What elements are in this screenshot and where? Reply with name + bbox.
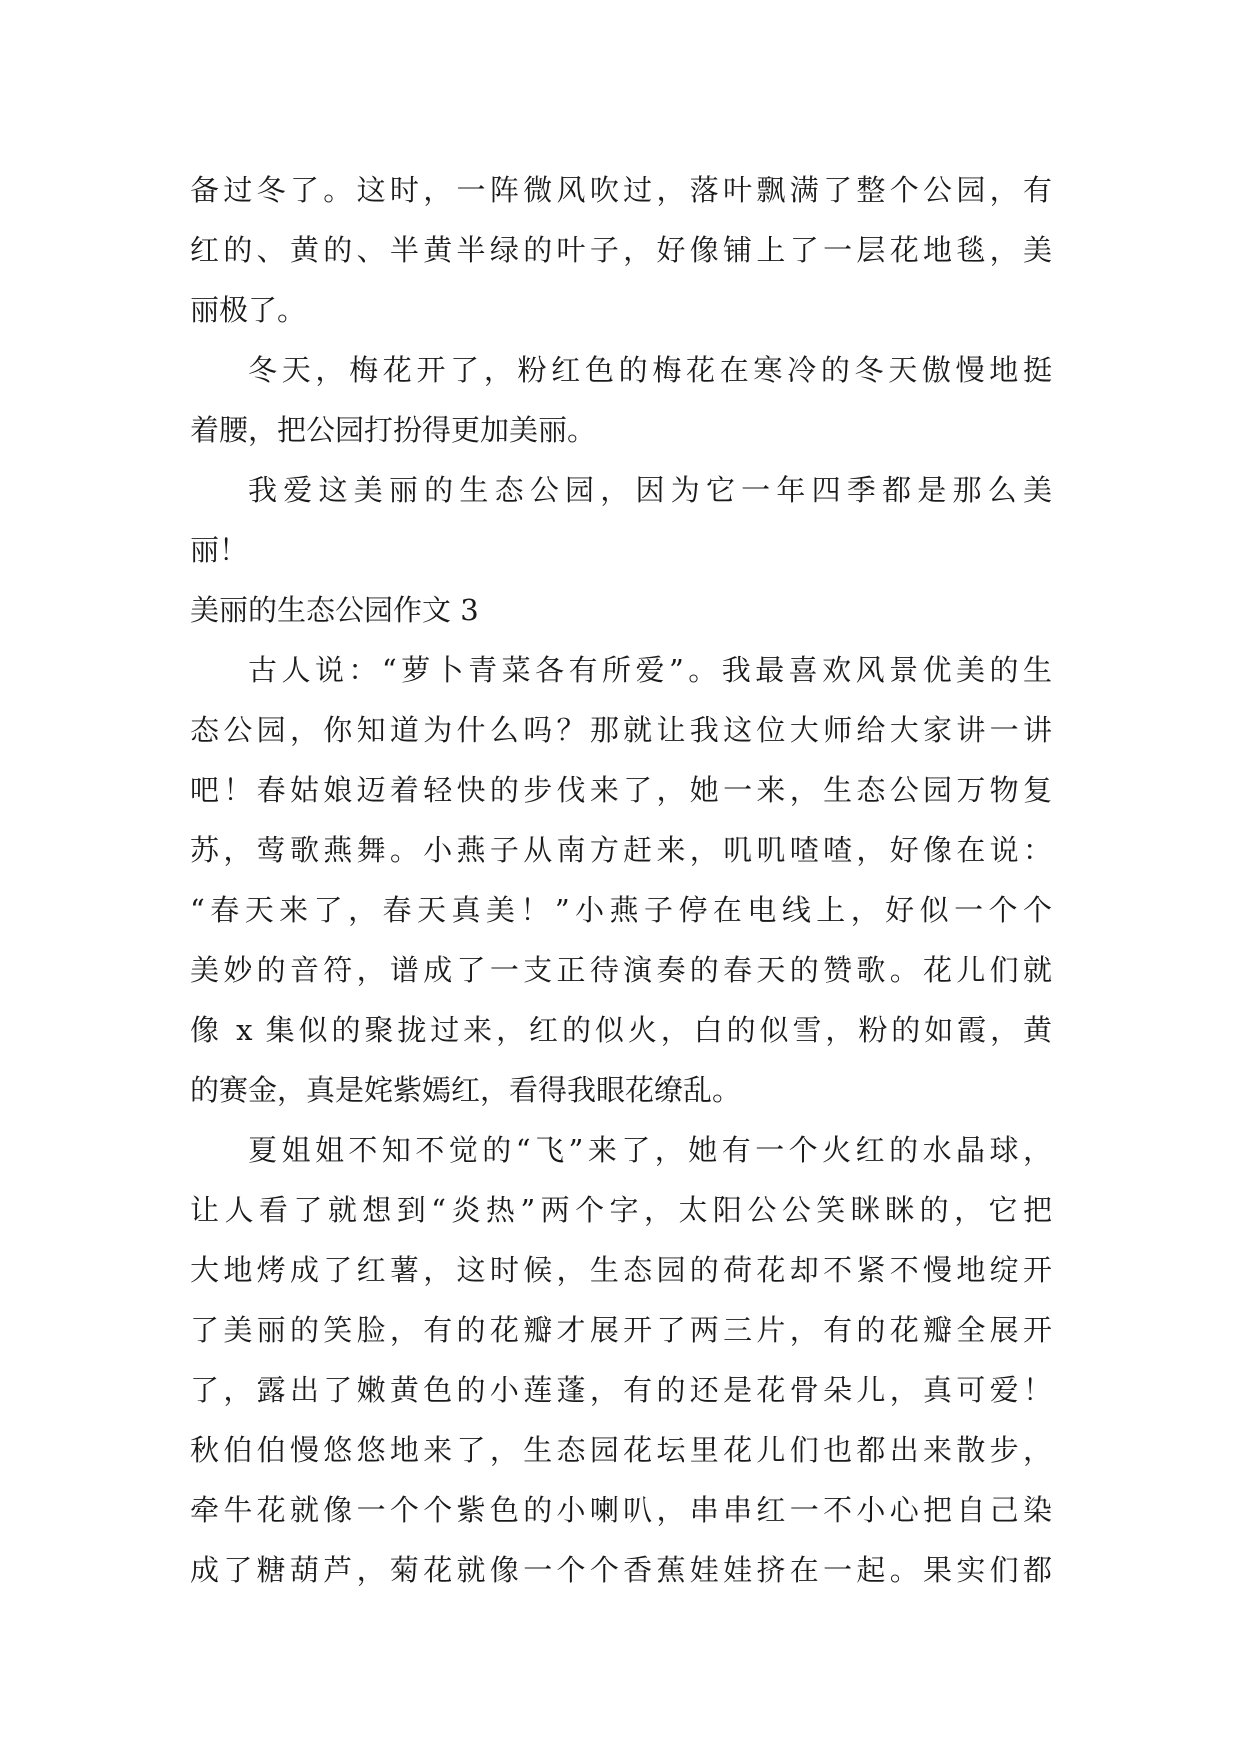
text-line: 牵牛花就像一个个紫色的小喇叭，串串红一不小心把自己染 xyxy=(190,1493,1052,1527)
text-line: 了，露出了嫩黄色的小莲蓬，有的还是花骨朵儿，真可爱！ xyxy=(190,1373,1052,1407)
text-line: 了美丽的笑脸，有的花瓣才展开了两三片，有的花瓣全展开 xyxy=(190,1313,1052,1347)
text-line: 苏，莺歌燕舞。小燕子从南方赶来，叽叽喳喳，好像在说： xyxy=(190,833,1052,867)
text-line: “春天来了，春天真美！”小燕子停在电线上，好似一个个 xyxy=(190,893,1052,927)
paragraph-first-line: 冬天，梅花开了，粉红色的梅花在寒冷的冬天傲慢地挺 xyxy=(248,353,1052,387)
text-line: 大地烤成了红薯，这时候，生态园的荷花却不紧不慢地绽开 xyxy=(190,1253,1052,1287)
paragraph-first-line: 古人说：“萝卜青菜各有所爱”。我最喜欢风景优美的生 xyxy=(248,653,1052,687)
text-line: 秋伯伯慢悠悠地来了，生态园花坛里花儿们也都出来散步， xyxy=(190,1433,1052,1467)
text-line: 着腰，把公园打扮得更加美丽。 xyxy=(190,413,597,447)
text-line: 让人看了就想到“炎热”两个字，太阳公公笑眯眯的，它把 xyxy=(190,1193,1052,1227)
text-line: 美妙的音符，谱成了一支正待演奏的春天的赞歌。花儿们就 xyxy=(190,953,1052,987)
text-line: 成了糖葫芦，菊花就像一个个香蕉娃娃挤在一起。果实们都 xyxy=(190,1553,1052,1587)
paragraph-first-line: 我爱这美丽的生态公园，因为它一年四季都是那么美 xyxy=(248,473,1052,507)
text-line: 的赛金，真是姹紫嫣红，看得我眼花缭乱。 xyxy=(190,1073,742,1107)
text-line: 备过冬了。这时，一阵微风吹过，落叶飘满了整个公园，有 xyxy=(190,173,1052,207)
document-page xyxy=(190,160,1052,1600)
text-line: 丽极了。 xyxy=(190,293,307,327)
text-line: 吧！春姑娘迈着轻快的步伐来了，她一来，生态公园万物复 xyxy=(190,773,1052,807)
paragraph-first-line: 夏姐姐不知不觉的“飞”来了，她有一个火红的水晶球， xyxy=(248,1133,1052,1167)
text-line: 丽！ xyxy=(190,533,249,567)
text-line: 像 x 集似的聚拢过来，红的似火，白的似雪，粉的如霞，黄 xyxy=(190,1013,1052,1047)
text-line: 态公园，你知道为什么吗？那就让我这位大师给大家讲一讲 xyxy=(190,713,1052,747)
text-line: 红的、黄的、半黄半绿的叶子，好像铺上了一层花地毯，美 xyxy=(190,233,1052,267)
section-heading: 美丽的生态公园作文 3 xyxy=(190,593,479,627)
